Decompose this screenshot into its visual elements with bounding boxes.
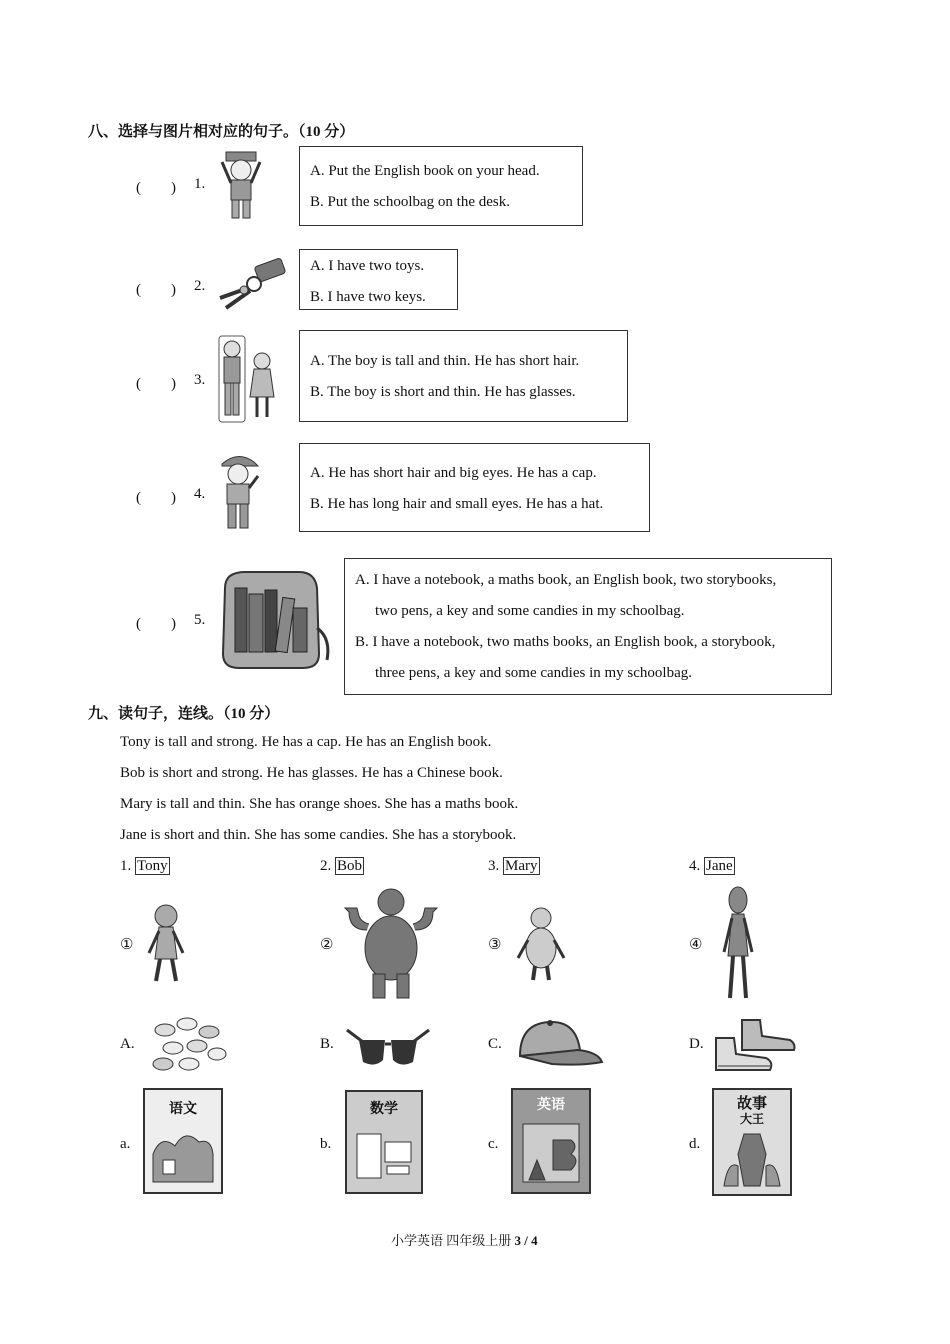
name-bob[interactable]: 2. Bob (320, 858, 363, 874)
sentence-tony: Tony is tall and strong. He has a cap. He has an English book. (120, 734, 492, 750)
option-b-continued: three pens, a key and some candies in my schoolbag. (375, 665, 692, 681)
sentence-mary: Mary is tall and thin. She has orange shoes. She has a maths book. (120, 796, 519, 812)
book-label-c: c. (488, 1136, 499, 1152)
name-jane[interactable]: 4. Jane (689, 858, 733, 874)
figure-label-3: ③ (488, 937, 502, 953)
kid-with-book-on-head-image (218, 150, 264, 220)
question-number-1: 1. (194, 176, 206, 192)
candies-icon[interactable] (147, 1010, 229, 1074)
option-b[interactable]: B. I have a notebook, two maths books, an English book, a storybook, (355, 634, 776, 650)
schoolbag-with-books-image (215, 568, 333, 672)
option-a[interactable]: A. He has short hair and big eyes. He has a cap. (310, 465, 597, 481)
short-strong-figure-image[interactable] (343, 886, 439, 1000)
item-label-c: C. (488, 1036, 502, 1052)
maths-book-image[interactable] (345, 1090, 423, 1194)
book-label-d: d. (689, 1136, 701, 1152)
options-box-4 (299, 443, 650, 532)
keys-image (216, 258, 288, 312)
figure-label-4: ④ (689, 937, 703, 953)
answer-blank-5[interactable]: ( ) (136, 616, 176, 632)
short-thin-figure-image[interactable] (516, 906, 566, 982)
sentence-jane: Jane is short and thin. She has some candies. She has a storybook. (120, 827, 517, 843)
item-label-d: D. (689, 1036, 704, 1052)
option-a[interactable]: A. I have two toys. (310, 258, 425, 274)
sentence-bob: Bob is short and strong. He has glasses. He has a Chinese book. (120, 765, 503, 781)
glasses-icon[interactable] (345, 1020, 431, 1072)
maths-book-title: 数学 (370, 1101, 398, 1117)
chinese-book-title: 语文 (169, 1101, 197, 1117)
boy-and-girl-image (218, 335, 280, 423)
option-a[interactable]: A. The boy is tall and thin. He has short hair. (310, 353, 580, 369)
storybook-title: 故事 (736, 1094, 767, 1112)
cap-icon[interactable] (512, 1016, 604, 1072)
storybook-image[interactable] (712, 1088, 792, 1196)
question-number-4: 4. (194, 486, 206, 502)
answer-blank-1[interactable]: ( ) (136, 180, 176, 196)
option-a[interactable]: A. I have a notebook, a maths book, an English book, two storybooks, (355, 572, 777, 588)
name-tony[interactable]: 1. Tony (120, 858, 168, 874)
option-b[interactable]: B. I have two keys. (310, 289, 426, 305)
section-9-title: 九、读句子，连线。（10 分） (88, 706, 280, 722)
shoes-icon[interactable] (712, 1014, 798, 1076)
page-footer: 小学英语 四年级上册 3 / 4 (391, 1233, 538, 1248)
storybook-subtitle: 大王 (739, 1112, 764, 1126)
name-mary[interactable]: 3. Mary (488, 858, 538, 874)
figure-label-1: ① (120, 937, 134, 953)
answer-blank-3[interactable]: ( ) (136, 376, 176, 392)
question-number-5: 5. (194, 612, 206, 628)
item-label-b: B. (320, 1036, 334, 1052)
options-box-3 (299, 330, 628, 422)
options-box-2 (299, 249, 458, 310)
sentence-list (120, 727, 518, 851)
option-a-continued: two pens, a key and some candies in my schoolbag. (375, 603, 685, 619)
book-label-b: b. (320, 1136, 332, 1152)
option-b[interactable]: B. The boy is short and thin. He has glasses. (310, 384, 576, 400)
option-a[interactable]: A. Put the English book on your head. (310, 163, 540, 179)
tall-strong-figure-image[interactable] (145, 903, 187, 983)
english-book-title: 英语 (537, 1097, 565, 1113)
item-label-a: A. (120, 1036, 135, 1052)
chinese-book-image[interactable] (143, 1088, 223, 1194)
answer-blank-4[interactable]: ( ) (136, 490, 176, 506)
options-box-1 (299, 146, 583, 226)
english-book-image[interactable] (511, 1088, 591, 1194)
boy-with-cap-image (216, 450, 262, 532)
option-b[interactable]: B. He has long hair and small eyes. He has a hat. (310, 496, 604, 512)
section-8-title: 八、选择与图片相对应的句子。（10 分） (88, 124, 355, 140)
tall-thin-figure-image[interactable] (720, 886, 756, 1000)
options-box-5 (344, 558, 832, 695)
option-b[interactable]: B. Put the schoolbag on the desk. (310, 194, 510, 210)
book-label-a: a. (120, 1136, 131, 1152)
question-number-3: 3. (194, 372, 206, 388)
answer-blank-2[interactable]: ( ) (136, 282, 176, 298)
figure-label-2: ② (320, 937, 334, 953)
question-number-2: 2. (194, 278, 206, 294)
